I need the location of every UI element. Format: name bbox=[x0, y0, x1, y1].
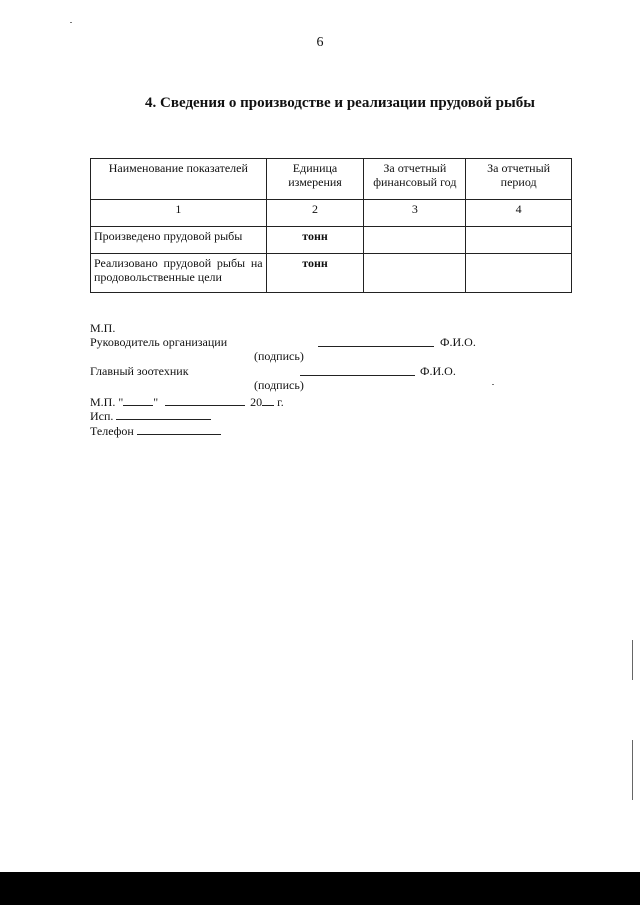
row-year-value bbox=[364, 254, 466, 293]
executor-field[interactable] bbox=[116, 408, 211, 420]
stamp-label: М.П. bbox=[90, 321, 116, 335]
row-unit: тонн bbox=[266, 254, 364, 293]
chief-zootechnician-label: Главный зоотехник bbox=[90, 364, 189, 378]
phone-label: Телефон bbox=[90, 424, 134, 438]
date-line bbox=[90, 394, 284, 409]
header-fiscal-year: За отчетный финансовый год bbox=[364, 159, 466, 200]
page-number: 6 bbox=[316, 35, 324, 50]
executor-line bbox=[90, 408, 211, 423]
table-row bbox=[91, 227, 572, 254]
head-signature-line[interactable] bbox=[318, 335, 434, 347]
page-title: 4. Сведения о производстве и реализации прудовой рыбы bbox=[145, 95, 535, 111]
table-row bbox=[91, 254, 572, 293]
year-prefix: 20 bbox=[250, 395, 263, 409]
scan-edge-line bbox=[632, 640, 633, 680]
head-of-organization-label: Руководитель организации bbox=[90, 335, 228, 349]
quote-mark: " bbox=[153, 395, 159, 409]
scan-speck bbox=[492, 384, 494, 385]
column-number: 1 bbox=[91, 200, 267, 227]
row-period-value bbox=[466, 227, 572, 254]
stamp-date-label: М.П. " bbox=[90, 395, 124, 409]
year-suffix: г. bbox=[277, 395, 284, 409]
row-name: Произведено прудовой рыбы bbox=[91, 227, 267, 254]
row-unit: тонн bbox=[266, 227, 364, 254]
executor-label: Исп. bbox=[90, 409, 114, 423]
header-unit: Единица измерения bbox=[266, 159, 364, 200]
column-number: 2 bbox=[266, 200, 364, 227]
table-header-row bbox=[91, 159, 572, 200]
scan-edge-line bbox=[632, 740, 633, 800]
production-table bbox=[90, 158, 572, 293]
phone-field[interactable] bbox=[137, 423, 221, 435]
column-number-row bbox=[91, 200, 572, 227]
zootechnician-signature-line[interactable] bbox=[300, 364, 415, 376]
scan-bottom-border bbox=[0, 872, 640, 905]
column-number: 4 bbox=[466, 200, 572, 227]
row-year-value bbox=[364, 227, 466, 254]
day-field[interactable] bbox=[123, 394, 153, 406]
scan-speck bbox=[70, 22, 72, 23]
row-period-value bbox=[466, 254, 572, 293]
fio-label: Ф.И.О. bbox=[440, 335, 476, 349]
year-field[interactable] bbox=[262, 394, 274, 406]
month-field[interactable] bbox=[165, 394, 245, 406]
row-name: Реализовано прудовой рыбы на продовольственные цели bbox=[91, 254, 267, 293]
signature-caption: (подпись) bbox=[254, 349, 304, 363]
header-indicator-name: Наименование показателей bbox=[91, 159, 267, 200]
signature-caption: (подпись) bbox=[254, 378, 304, 392]
fio-label: Ф.И.О. bbox=[420, 364, 456, 378]
header-period: За отчетный период bbox=[466, 159, 572, 200]
column-number: 3 bbox=[364, 200, 466, 227]
phone-line bbox=[90, 423, 221, 438]
